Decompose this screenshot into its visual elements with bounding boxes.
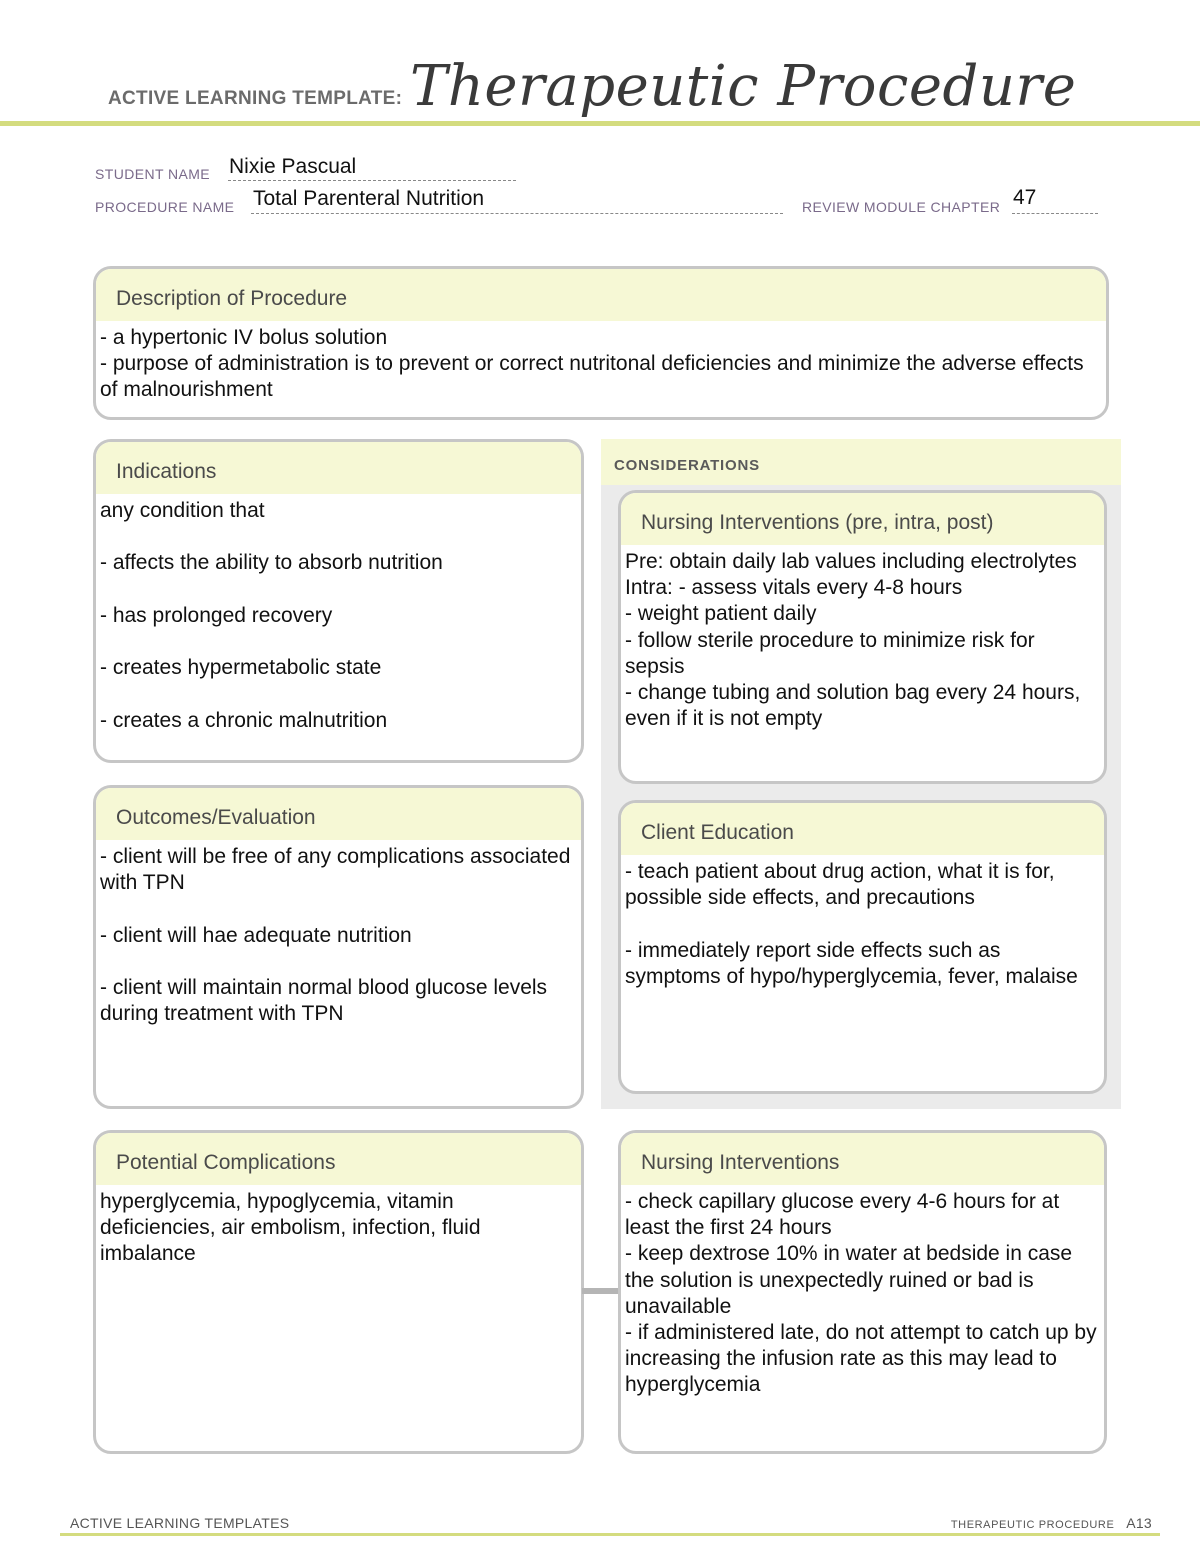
procedure-name-field[interactable]: Total Parenteral Nutrition <box>253 187 485 210</box>
indications-content[interactable] <box>96 494 581 734</box>
box-connector <box>582 1288 622 1294</box>
indication-line: - affects the ability to absorb nutrition <box>100 551 443 575</box>
outcomes-heading: Outcomes/Evaluation <box>96 788 581 840</box>
nursing-interventions-content[interactable] <box>621 1185 1104 1399</box>
outcome-line: - client will maintain normal blood glucose levels during treatment with TPN <box>100 975 548 1026</box>
complications-box <box>93 1130 584 1454</box>
indications-box <box>93 439 584 763</box>
intervention-line: - change tubing and solution bag every 24 hours, even if it is not empty <box>625 681 1081 731</box>
indication-line: - creates hypermetabolic state <box>100 656 382 680</box>
nursing-interventions-pip-box <box>618 490 1107 784</box>
review-chapter-field[interactable]: 47 <box>1013 186 1037 209</box>
indication-line: any condition that <box>100 499 265 522</box>
outcomes-box <box>93 785 584 1109</box>
template-label: ACTIVE LEARNING TEMPLATE: <box>108 88 403 109</box>
page-title: Therapeutic Procedure <box>410 54 1077 119</box>
intervention-line: Pre: obtain daily lab values including electrolytes <box>625 550 1077 573</box>
description-line: - purpose of administration is to prevent or correct nutritonal deficiencies and minimize the adverse effects of malnourishment <box>100 352 1084 402</box>
header-divider <box>0 121 1200 126</box>
page-header <box>108 52 1108 122</box>
intervention-line: - follow sterile procedure to minimize risk for sepsis <box>625 628 1035 678</box>
student-name-label: STUDENT NAME <box>95 166 210 182</box>
intervention-line: - if administered late, do not attempt to catch up by increasing the infusion rate as this may lead to hyperglycemia <box>625 1321 1097 1397</box>
student-name-field[interactable]: Nixie Pascual <box>229 155 357 178</box>
indication-line: - creates a chronic malnutrition <box>100 708 388 732</box>
description-heading: Description of Procedure <box>96 269 1106 321</box>
footer-section-label: THERAPEUTIC PROCEDURE <box>950 1519 1115 1531</box>
footer-right-text <box>951 1515 1152 1531</box>
procedure-name-label: PROCEDURE NAME <box>95 199 235 215</box>
intervention-line: - weight patient daily <box>625 602 817 626</box>
review-chapter-underline <box>1012 213 1098 214</box>
intervention-line: - check capillary glucose every 4-6 hours for at least the first 24 hours <box>625 1190 1060 1240</box>
complications-content[interactable] <box>96 1185 581 1268</box>
description-box <box>93 266 1109 420</box>
nursing-interventions-heading: Nursing Interventions <box>621 1133 1104 1185</box>
student-name-underline <box>228 180 516 181</box>
considerations-heading: CONSIDERATIONS <box>601 439 1121 485</box>
outcome-line: - client will hae adequate nutrition <box>100 923 412 947</box>
indications-heading: Indications <box>96 442 581 494</box>
nursing-interventions-pip-heading: Nursing Interventions (pre, intra, post) <box>621 493 1104 545</box>
education-line: - immediately report side effects such as symptoms of hypo/hyperglycemia, fever, malaise <box>625 938 1078 988</box>
description-content[interactable] <box>96 321 1106 404</box>
client-education-box <box>618 800 1107 1094</box>
nursing-interventions-box <box>618 1130 1107 1454</box>
nursing-interventions-pip-content[interactable] <box>621 545 1104 732</box>
outcomes-content[interactable] <box>96 840 581 1027</box>
review-chapter-label: REVIEW MODULE CHAPTER <box>802 199 1001 215</box>
client-education-heading: Client Education <box>621 803 1104 855</box>
description-line: - a hypertonic IV bolus solution <box>100 326 388 349</box>
indication-line: - has prolonged recovery <box>100 603 333 627</box>
procedure-name-underline <box>251 213 783 214</box>
outcome-line: - client will be free of any complications associated with TPN <box>100 845 571 895</box>
intervention-line: Intra: - assess vitals every 4-8 hours <box>625 576 963 600</box>
footer-divider <box>60 1533 1160 1536</box>
complication-line: hyperglycemia, hypoglycemia, vitamin deficiencies, air embolism, infection, fluid imbalance <box>100 1190 481 1266</box>
intervention-line: - keep dextrose 10% in water at bedside in case the solution is unexpectedly ruined or bad is unavailable <box>625 1242 1073 1318</box>
footer-left-text: ACTIVE LEARNING TEMPLATES <box>70 1515 290 1531</box>
education-line: - teach patient about drug action, what it is for, possible side effects, and precautions <box>625 860 1055 910</box>
complications-heading: Potential Complications <box>96 1133 581 1185</box>
client-education-content[interactable] <box>621 855 1104 990</box>
page-number: A13 <box>1126 1515 1152 1531</box>
